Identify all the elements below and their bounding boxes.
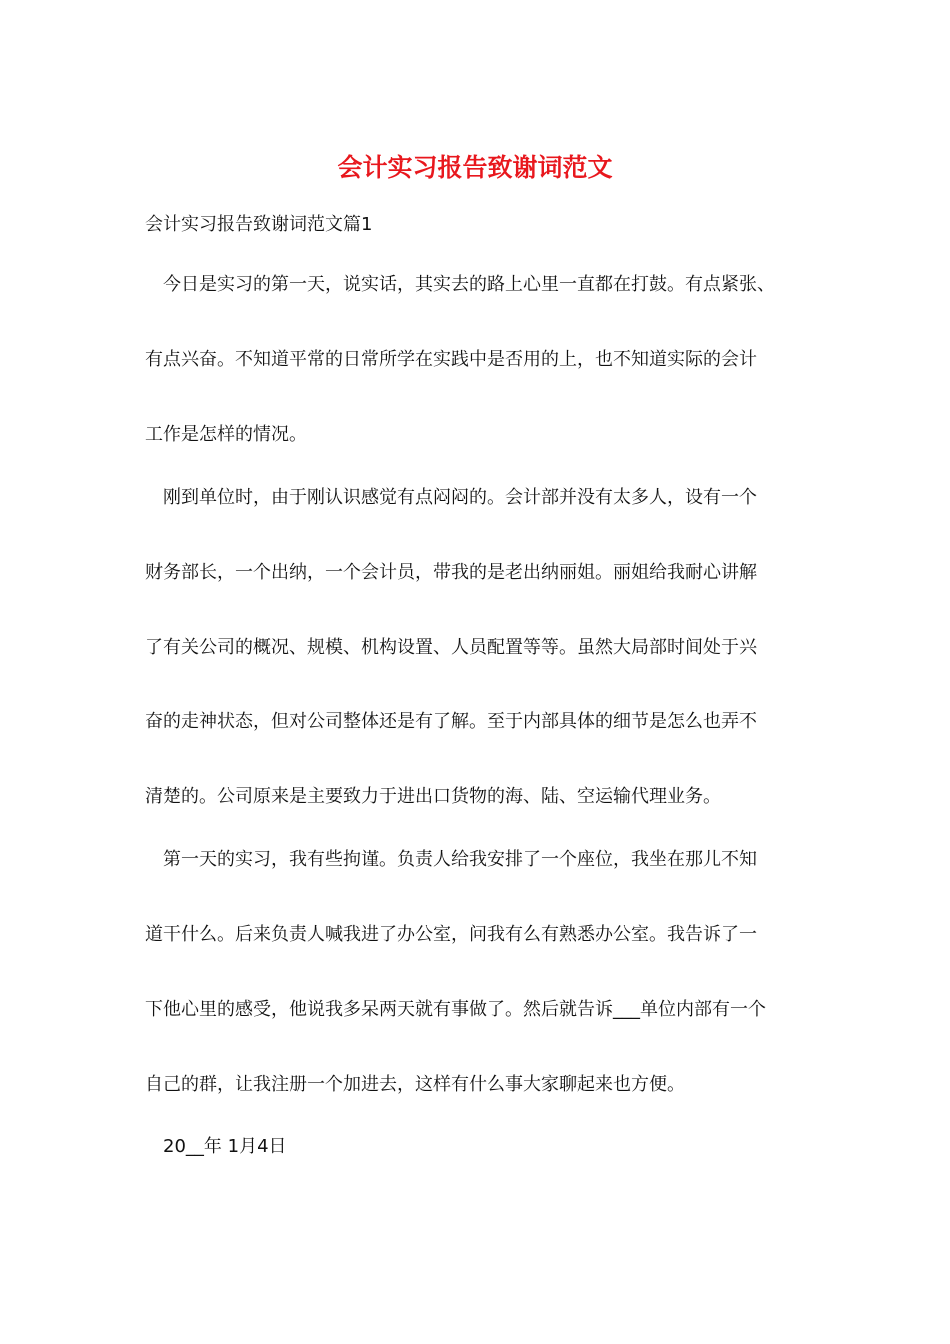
paragraph-line: 今日是实习的第一天，说实话，其实去的路上心里一直都在打鼓。有点紧张、 xyxy=(163,274,775,295)
document-subtitle: 会计实习报告致谢词范文篇1 xyxy=(145,214,373,235)
paragraph-line: 财务部长，一个出纳，一个会计员，带我的是老出纳丽姐。丽姐给我耐心讲解 xyxy=(145,562,757,583)
paragraph-line: 清楚的。公司原来是主要致力于进出口货物的海、陆、空运输代理业务。 xyxy=(145,786,721,807)
paragraph-line: 第一天的实习，我有些拘谨。负责人给我安排了一个座位，我坐在那儿不知 xyxy=(163,849,757,870)
paragraph-line: 下他心里的感受，他说我多呆两天就有事做了。然后就告诉___单位内部有一个 xyxy=(145,999,766,1020)
paragraph-line: 奋的走神状态，但对公司整体还是有了解。至于内部具体的细节是怎么也弄不 xyxy=(145,711,757,732)
paragraph-line: 自己的群，让我注册一个加进去，这样有什么事大家聊起来也方便。 xyxy=(145,1074,685,1095)
paragraph-line: 道干什么。后来负责人喊我进了办公室，问我有么有熟悉办公室。我告诉了一 xyxy=(145,924,757,945)
paragraph-line: 工作是怎样的情况。 xyxy=(145,424,307,445)
paragraph-line: 刚到单位时，由于刚认识感觉有点闷闷的。会计部并没有太多人，设有一个 xyxy=(163,487,757,508)
date-line: 20__年 1月4日 xyxy=(163,1136,287,1157)
paragraph-line: 有点兴奋。不知道平常的日常所学在实践中是否用的上，也不知道实际的会计 xyxy=(145,349,757,370)
document-title: 会计实习报告致谢词范文 xyxy=(337,153,613,182)
paragraph-line: 了有关公司的概况、规模、机构设置、人员配置等等。虽然大局部时间处于兴 xyxy=(145,637,757,658)
